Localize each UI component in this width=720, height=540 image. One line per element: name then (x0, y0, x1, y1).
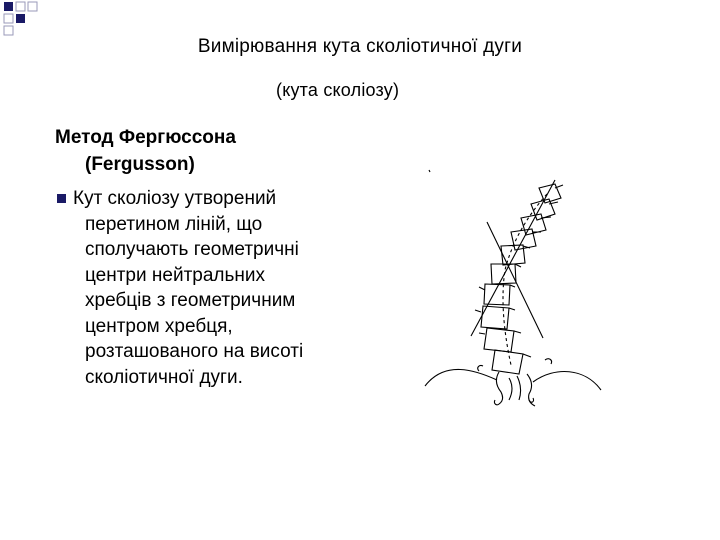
square-bullet-icon (57, 194, 66, 203)
slide-subtitle: (кута сколіозу) (276, 80, 400, 100)
bullet-line: сполучають геометричні (85, 239, 299, 260)
bullet-line: Кут сколіозу утворений (73, 188, 277, 209)
bullet-item (55, 186, 385, 390)
bullet-line: хребців з геометричним (85, 290, 296, 311)
slide-title: Вимірювання кута сколіотичної дуги (197, 36, 523, 57)
bullet-line: розташованого на висоті (85, 341, 304, 362)
bullet-line: перетином ліній, що (85, 213, 263, 235)
corner-decoration (0, 0, 60, 40)
method-name: Метод Фергюссона (55, 127, 236, 148)
method-heading (55, 124, 236, 178)
method-name-latin: (Fergusson) (85, 154, 195, 175)
spine-scoliosis-illustration (415, 160, 605, 415)
bullet-line: сколіотичної дуги. (85, 366, 243, 388)
bullet-line: центром хребця, (85, 315, 233, 337)
bullet-text (73, 186, 385, 390)
bullet-line: центри нейтральних (85, 264, 265, 286)
